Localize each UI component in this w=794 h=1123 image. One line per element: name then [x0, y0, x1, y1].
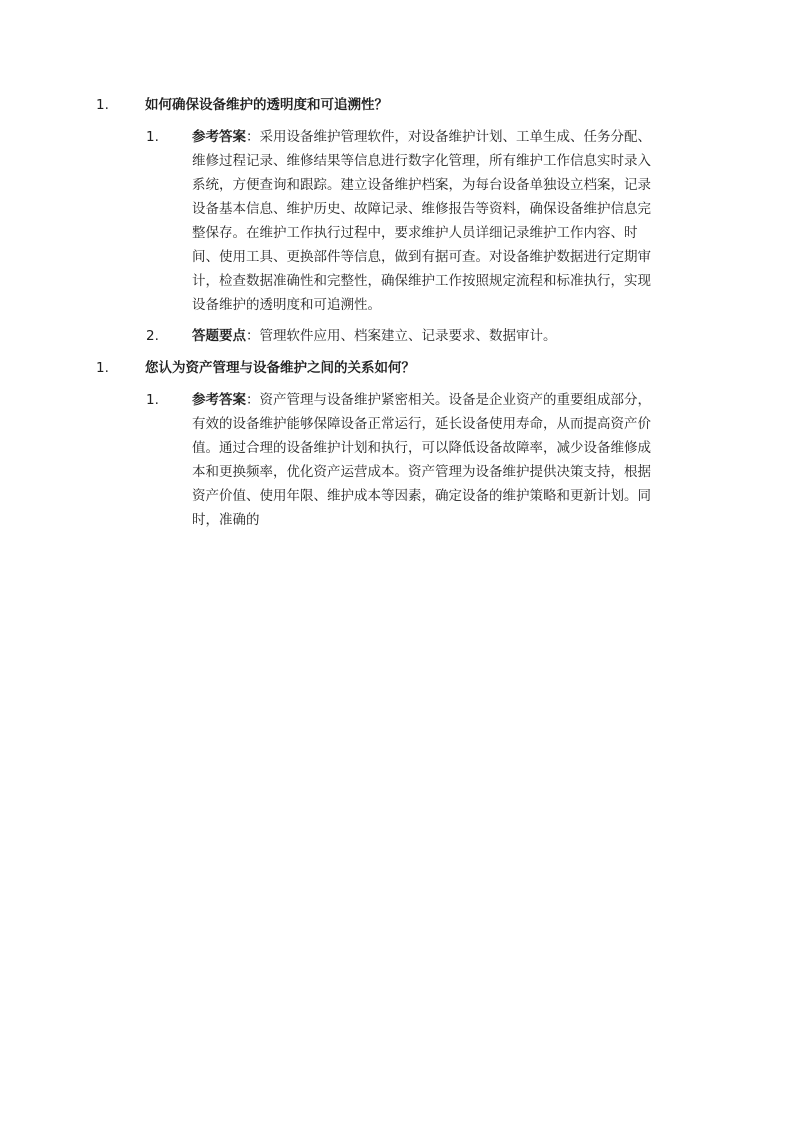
answer-line: 系统，方便查询和跟踪。建立设备维护档案，为每台设备单独设立档案，记录: [192, 177, 651, 193]
answer-text: 资产管理与设备维护紧密相关。设备是企业资产的重要组成部分，: [259, 392, 651, 408]
answer-line: 值。通过合理的设备维护计划和执行，可以降低设备故障率，减少设备维修成: [192, 440, 651, 456]
question-title: 如何确保设备维护的透明度和可追溯性？: [145, 97, 388, 113]
answer-line: 维修过程记录、维修结果等信息进行数字化管理，所有维护工作信息实时录入: [192, 153, 651, 169]
answer-line: 有效的设备维护能够保障设备正常运行，延长设备使用寿命，从而提高资产价: [192, 416, 651, 432]
answer-colon: ：: [246, 392, 260, 408]
answer-line: 计，检查数据准确性和完整性，确保维护工作按照规定流程和标准执行，实现: [192, 273, 651, 289]
answer-text: 管理软件应用、档案建立、记录要求、数据审计。: [259, 328, 557, 344]
answer-body: [192, 125, 704, 317]
answer-line: 资产价值、使用年限、维护成本等因素，确定设备的维护策略和更新计划。同: [192, 488, 651, 504]
answer-line: 设备基本信息、维护历史、故障记录、维修报告等资料，确保设备维护信息完: [192, 201, 651, 217]
question-number: 1.: [96, 360, 109, 376]
answer-label: 参考答案: [192, 129, 246, 145]
answer-body: [192, 324, 704, 348]
answer-body: [192, 388, 704, 532]
answer-line: 设备维护的透明度和可追溯性。: [192, 297, 381, 313]
answer-number: 1.: [146, 129, 159, 145]
question-number: 1.: [96, 97, 109, 113]
answer-line: 时，准确的: [192, 512, 260, 528]
answer-label: 答题要点: [192, 328, 246, 344]
answer-text: 采用设备维护管理软件，对设备维护计划、工单生成、任务分配、: [259, 129, 651, 145]
answer-line: 间、使用工具、更换部件等信息，做到有据可查。对设备维护数据进行定期审: [192, 249, 651, 265]
answer-line: [192, 388, 704, 412]
answer-number: 2.: [146, 328, 159, 344]
answer-line: [192, 125, 704, 149]
answer-line: [192, 324, 704, 348]
answer-line: 本和更换频率，优化资产运营成本。资产管理为设备维护提供决策支持，根据: [192, 464, 651, 480]
answer-label: 参考答案: [192, 392, 246, 408]
question-title: 您认为资产管理与设备维护之间的关系如何？: [145, 360, 415, 376]
answer-line: 整保存。在维护工作执行过程中，要求维护人员详细记录维护工作内容、时: [192, 225, 638, 241]
answer-colon: ：: [246, 129, 260, 145]
answer-number: 1.: [146, 392, 159, 408]
answer-colon: ：: [246, 328, 260, 344]
